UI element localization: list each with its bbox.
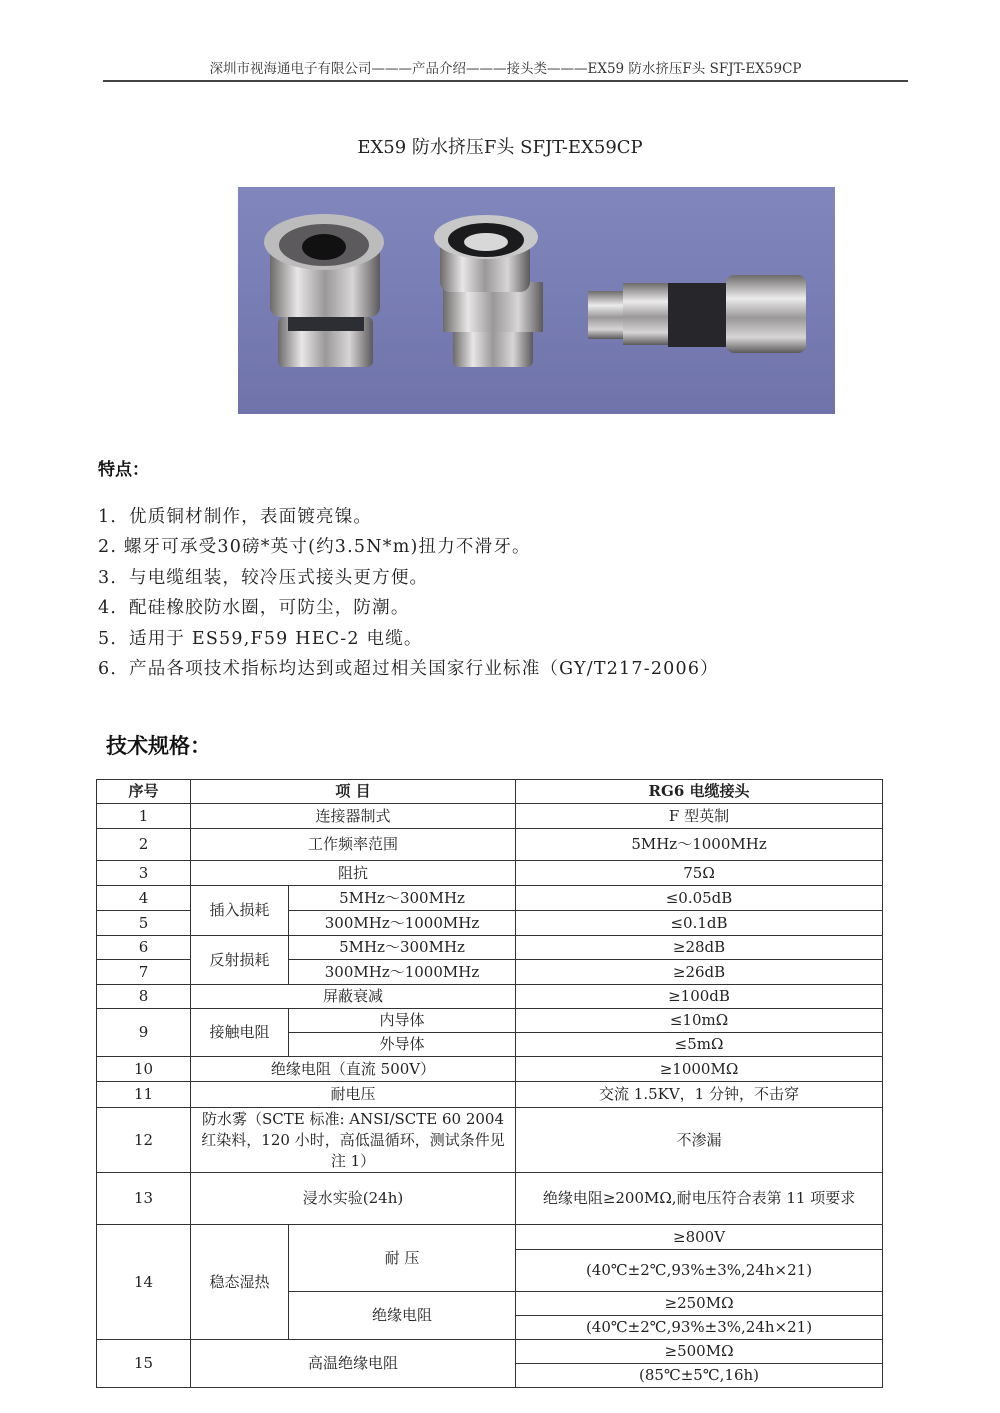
- column-header: 序号: [97, 780, 191, 804]
- row-value: ≤0.05dB: [516, 886, 883, 911]
- row-item: 绝缘电阻（直流 500V）: [191, 1057, 516, 1082]
- features-list: [98, 502, 918, 684]
- row-subitem: 绝缘电阻: [289, 1292, 516, 1340]
- row-value: ≤10mΩ: [516, 1009, 883, 1033]
- spec-table: [96, 779, 883, 1388]
- row-index: 14: [97, 1225, 191, 1340]
- row-subitem: 5MHz～300MHz: [289, 936, 516, 960]
- row-subitem: 300MHz～1000MHz: [289, 911, 516, 936]
- spec-heading: 技术规格：: [106, 733, 211, 758]
- row-index: 1: [97, 804, 191, 829]
- feature-item: 5．适用于 ES59,F59 HEC-2 电缆。: [98, 628, 423, 649]
- row-index: 4: [97, 886, 191, 911]
- row-index: 13: [97, 1173, 191, 1225]
- row-index: 9: [97, 1009, 191, 1057]
- row-value: 75Ω: [516, 861, 883, 886]
- page-title: EX59 防水挤压F头 SFJT-EX59CP: [357, 137, 643, 158]
- table-row: [97, 1225, 883, 1250]
- row-value: ≤0.1dB: [516, 911, 883, 936]
- table-header-row: [97, 780, 883, 804]
- row-subitem: 耐 压: [289, 1225, 516, 1292]
- row-condition: (40℃±2℃,93%±3%,24h×21): [516, 1250, 883, 1292]
- row-index: 11: [97, 1082, 191, 1108]
- table-row: [97, 1173, 883, 1225]
- row-index: 2: [97, 829, 191, 861]
- row-item: 阻抗: [191, 861, 516, 886]
- table-row: [97, 804, 883, 829]
- feature-item: 1．优质铜材制作，表面镀亮镍。: [98, 507, 373, 527]
- row-value: 交流 1.5KV，1 分钟，不击穿: [516, 1082, 883, 1108]
- table-row: [97, 829, 883, 861]
- row-index: 3: [97, 861, 191, 886]
- feature-item: 3．与电缆组装，较冷压式接头更方便。: [98, 567, 429, 588]
- row-index: 12: [97, 1108, 191, 1173]
- row-index: 10: [97, 1057, 191, 1082]
- table-row: [97, 985, 883, 1009]
- table-row: [97, 886, 883, 911]
- row-item: 高温绝缘电阻: [191, 1340, 516, 1388]
- features-heading: 特点：: [98, 460, 149, 480]
- product-photo: [238, 187, 835, 414]
- row-value: ≥250MΩ: [516, 1292, 883, 1316]
- row-value: ≥28dB: [516, 936, 883, 960]
- row-condition: (85℃±5℃,16h): [516, 1364, 883, 1388]
- column-header: 项 目: [191, 780, 516, 804]
- table-row: [97, 1340, 883, 1364]
- row-item: 浸水实验(24h): [191, 1173, 516, 1225]
- row-item: 连接器制式: [191, 804, 516, 829]
- row-index: 8: [97, 985, 191, 1009]
- row-value: ≥1000MΩ: [516, 1057, 883, 1082]
- row-item: 防水雾（SCTE 标准: ANSI/SCTE 60 2004 红染料，120 小时，高低温循环，测试条件见注 1）: [191, 1108, 516, 1173]
- table-row: [97, 861, 883, 886]
- row-item: 耐电压: [191, 1082, 516, 1108]
- row-value: 绝缘电阻≥200MΩ,耐电压符合表第 11 项要求: [516, 1173, 883, 1225]
- row-value: ≥800V: [516, 1225, 883, 1250]
- table-row: [97, 1108, 883, 1173]
- row-value: ≥100dB: [516, 985, 883, 1009]
- feature-item: 4．配硅橡胶防水圈，可防尘，防潮。: [98, 598, 410, 619]
- row-subitem: 5MHz～300MHz: [289, 886, 516, 911]
- column-header: RG6 电缆接头: [516, 780, 883, 804]
- row-item: 屏蔽衰减: [191, 985, 516, 1009]
- row-item: 反射损耗: [191, 936, 289, 985]
- row-index: 7: [97, 960, 191, 985]
- row-index: 5: [97, 911, 191, 936]
- row-item: 工作频率范围: [191, 829, 516, 861]
- row-subitem: 外导体: [289, 1033, 516, 1057]
- table-row: [97, 1082, 883, 1108]
- row-index: 6: [97, 936, 191, 960]
- row-value: 5MHz～1000MHz: [516, 829, 883, 861]
- feature-item: 6．产品各项技术指标均达到或超过相关国家行业标准（GY/T217-2006）: [98, 659, 719, 680]
- row-value: 不渗漏: [516, 1108, 883, 1173]
- row-subitem: 内导体: [289, 1009, 516, 1033]
- row-condition: (40℃±2℃,93%±3%,24h×21): [516, 1316, 883, 1340]
- row-value: F 型英制: [516, 804, 883, 829]
- row-item: 插入损耗: [191, 886, 289, 936]
- row-value: ≥26dB: [516, 960, 883, 985]
- feature-item: 2. 螺牙可承受30磅*英寸(约3.5N*m)扭力不滑牙。: [98, 537, 531, 558]
- table-row: [97, 936, 883, 960]
- page-header: 深圳市视海通电子有限公司———产品介绍———接头类———EX59 防水挤压F头 SFJT-EX59CP: [103, 60, 908, 82]
- table-row: [97, 1057, 883, 1082]
- row-index: 15: [97, 1340, 191, 1388]
- row-subitem: 300MHz～1000MHz: [289, 960, 516, 985]
- row-value: ≥500MΩ: [516, 1340, 883, 1364]
- table-row: [97, 1009, 883, 1033]
- row-item: 接触电阻: [191, 1009, 289, 1057]
- row-value: ≤5mΩ: [516, 1033, 883, 1057]
- row-item: 稳态湿热: [191, 1225, 289, 1340]
